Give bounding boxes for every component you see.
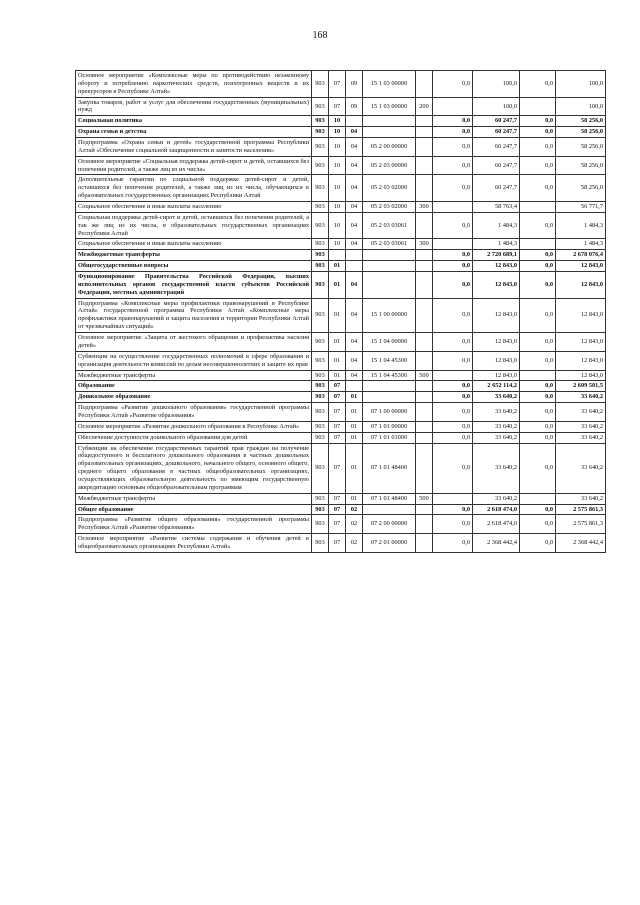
subsection-code-cell: 09 — [346, 97, 363, 116]
section-code-cell: 07 — [329, 432, 346, 443]
grbs-code-cell: 903 — [312, 421, 329, 432]
amount-2-cell: 33 640,2 — [473, 403, 520, 422]
grbs-code-cell: 903 — [312, 116, 329, 127]
row-name-cell: Общегосударственные вопросы — [76, 261, 312, 272]
row-name-cell: Дошкольное образование — [76, 392, 312, 403]
expense-type-cell: 300 — [416, 202, 433, 213]
amount-3-cell: 0,0 — [520, 138, 556, 157]
row-name-cell: Социальное обеспечение и иные выплаты населению — [76, 202, 312, 213]
budget-table — [75, 70, 606, 553]
amount-1-cell: 0,0 — [433, 504, 473, 515]
table-row — [76, 239, 606, 250]
amount-3-cell: 0,0 — [520, 432, 556, 443]
target-article-cell: 07 2 01 00000 — [363, 534, 416, 553]
table-row — [76, 403, 606, 422]
expense-type-cell — [416, 156, 433, 175]
row-name-cell: Межбюджетные трансферты — [76, 370, 312, 381]
target-article-cell — [363, 272, 416, 299]
expense-type-cell — [416, 504, 433, 515]
target-article-cell: 15 1 03 00000 — [363, 97, 416, 116]
grbs-code-cell: 903 — [312, 202, 329, 213]
amount-3-cell: 0,0 — [520, 333, 556, 352]
expense-type-cell — [416, 421, 433, 432]
grbs-code-cell: 903 — [312, 443, 329, 493]
amount-1-cell: 0,0 — [433, 272, 473, 299]
expense-type-cell — [416, 250, 433, 261]
subsection-code-cell: 04 — [346, 212, 363, 239]
amount-3-cell: 0,0 — [520, 504, 556, 515]
amount-1-cell: 0,0 — [433, 298, 473, 332]
amount-2-cell: 33 640,2 — [473, 421, 520, 432]
amount-4-cell: 100,0 — [556, 71, 606, 98]
amount-2-cell: 60 247,7 — [473, 138, 520, 157]
row-name-cell: Социальная политика — [76, 116, 312, 127]
subsection-code-cell: 02 — [346, 534, 363, 553]
subsection-code-cell: 04 — [346, 175, 363, 202]
section-code-cell: 01 — [329, 370, 346, 381]
amount-2-cell: 33 640,2 — [473, 432, 520, 443]
row-name-cell: Подпрограмма «Охрана семьи и детей» государственной программы Республики Алтай «Обеспечение социальной защищенности и занятости населения» — [76, 138, 312, 157]
grbs-code-cell: 903 — [312, 175, 329, 202]
section-code-cell: 01 — [329, 333, 346, 352]
amount-2-cell: 60 247,7 — [473, 116, 520, 127]
section-code-cell: 07 — [329, 443, 346, 493]
table-row — [76, 351, 606, 370]
grbs-code-cell: 903 — [312, 403, 329, 422]
target-article-cell — [363, 250, 416, 261]
amount-4-cell: 33 640,2 — [556, 421, 606, 432]
subsection-code-cell — [346, 116, 363, 127]
subsection-code-cell: 04 — [346, 351, 363, 370]
expense-type-cell — [416, 333, 433, 352]
row-name-cell: Дополнительные гарантии по социальной поддержке детей-сирот и детей, оставшихся без попечения родителей, а также лиц из их числа, обучающихся в образовательных государственных организациях Республики Алтай — [76, 175, 312, 202]
amount-4-cell: 2 609 501,5 — [556, 381, 606, 392]
row-name-cell: Основное мероприятие «Защита от жестокого обращения и профилактика насилия детей» — [76, 333, 312, 352]
amount-1-cell: 0,0 — [433, 351, 473, 370]
target-article-cell: 15 1 03 00000 — [363, 71, 416, 98]
section-code-cell: 07 — [329, 97, 346, 116]
amount-2-cell: 12 843,0 — [473, 370, 520, 381]
subsection-code-cell: 04 — [346, 333, 363, 352]
amount-1-cell: 0,0 — [433, 443, 473, 493]
table-row — [76, 432, 606, 443]
amount-1-cell: 0,0 — [433, 432, 473, 443]
amount-2-cell: 33 640,2 — [473, 392, 520, 403]
amount-2-cell: 2 652 114,2 — [473, 381, 520, 392]
section-code-cell: 07 — [329, 381, 346, 392]
row-name-cell: Функционирование Правительства Российской Федерации, высших исполнительных органов государственной власти субъектов Российской Федерации, местных администраций — [76, 272, 312, 299]
subsection-code-cell — [346, 381, 363, 392]
amount-3-cell: 0,0 — [520, 250, 556, 261]
expense-type-cell — [416, 403, 433, 422]
subsection-code-cell: 01 — [346, 443, 363, 493]
amount-2-cell: 12 843,0 — [473, 333, 520, 352]
target-article-cell: 07 1 01 01000 — [363, 432, 416, 443]
amount-4-cell: 58 256,0 — [556, 127, 606, 138]
section-code-cell: 07 — [329, 403, 346, 422]
amount-4-cell: 58 256,0 — [556, 175, 606, 202]
row-name-cell: Субвенции на осуществление государственных полномочий в сфере образования и организация деятельности комиссий по делам несовершеннолетних и защите их прав — [76, 351, 312, 370]
target-article-cell: 07 1 01 48400 — [363, 493, 416, 504]
amount-4-cell: 2 575 861,3 — [556, 504, 606, 515]
table-row — [76, 370, 606, 381]
row-name-cell: Подпрограмма «Комплексные меры профилактики правонарушений в Республике Алтай» государственной программы Республики Алтай «Комплексные меры профилактики правонарушений и защита населения и территории Республики Алтай от чрезвычайных ситуаций» — [76, 298, 312, 332]
amount-4-cell: 33 640,2 — [556, 403, 606, 422]
subsection-code-cell — [346, 261, 363, 272]
subsection-code-cell: 04 — [346, 156, 363, 175]
amount-1-cell — [433, 370, 473, 381]
amount-1-cell: 0,0 — [433, 381, 473, 392]
row-name-cell: Образование — [76, 381, 312, 392]
grbs-code-cell: 903 — [312, 261, 329, 272]
subsection-code-cell: 01 — [346, 493, 363, 504]
expense-type-cell — [416, 116, 433, 127]
amount-3-cell: 0,0 — [520, 272, 556, 299]
expense-type-cell — [416, 534, 433, 553]
subsection-code-cell: 02 — [346, 515, 363, 534]
section-code-cell: 10 — [329, 138, 346, 157]
target-article-cell — [363, 261, 416, 272]
amount-4-cell: 12 843,0 — [556, 261, 606, 272]
target-article-cell: 15 1 04 45300 — [363, 370, 416, 381]
grbs-code-cell: 903 — [312, 515, 329, 534]
subsection-code-cell: 01 — [346, 432, 363, 443]
amount-4-cell: 33 640,2 — [556, 443, 606, 493]
amount-1-cell: 0,0 — [433, 127, 473, 138]
row-name-cell: Обеспечение доступности дошкольного образования для детей — [76, 432, 312, 443]
target-article-cell: 05 2 03 03061 — [363, 239, 416, 250]
amount-4-cell: 58 256,0 — [556, 116, 606, 127]
target-article-cell: 07 2 00 00000 — [363, 515, 416, 534]
section-code-cell: 10 — [329, 175, 346, 202]
amount-2-cell: 12 843,0 — [473, 272, 520, 299]
grbs-code-cell: 903 — [312, 250, 329, 261]
section-code-cell: 07 — [329, 515, 346, 534]
expense-type-cell — [416, 261, 433, 272]
row-name-cell: Субвенции на обеспечение государственных гарантий прав граждан на получение общедоступного и бесплатного дошкольного образования в частных дошкольных образовательных организациях, дошкольного, начального общего, основного общего, среднего общего образования в частных общеобразовательных организациях, осуществляющих образовательную деятельность по имеющим государственную аккредитацию основным общеобразовательным программам — [76, 443, 312, 493]
section-code-cell: 10 — [329, 212, 346, 239]
table-row — [76, 381, 606, 392]
expense-type-cell — [416, 381, 433, 392]
expense-type-cell: 200 — [416, 97, 433, 116]
amount-2-cell: 12 843,0 — [473, 351, 520, 370]
grbs-code-cell: 903 — [312, 71, 329, 98]
target-article-cell — [363, 116, 416, 127]
section-code-cell: 10 — [329, 116, 346, 127]
amount-4-cell: 1 484,3 — [556, 212, 606, 239]
amount-3-cell — [520, 97, 556, 116]
table-row — [76, 156, 606, 175]
amount-1-cell: 0,0 — [433, 71, 473, 98]
expense-type-cell — [416, 212, 433, 239]
target-article-cell — [363, 504, 416, 515]
amount-4-cell: 12 843,0 — [556, 298, 606, 332]
target-article-cell: 05 2 03 02000 — [363, 202, 416, 213]
amount-3-cell: 0,0 — [520, 515, 556, 534]
amount-3-cell — [520, 493, 556, 504]
row-name-cell: Основное мероприятие «Развитие системы содержания и обучения детей в общеобразовательных организациях Республики Алтай» — [76, 534, 312, 553]
table-row — [76, 504, 606, 515]
table-row — [76, 515, 606, 534]
target-article-cell: 07 1 00 00000 — [363, 403, 416, 422]
amount-1-cell — [433, 493, 473, 504]
target-article-cell — [363, 392, 416, 403]
subsection-code-cell: 04 — [346, 239, 363, 250]
expense-type-cell — [416, 127, 433, 138]
amount-4-cell: 12 843,0 — [556, 333, 606, 352]
target-article-cell: 05 2 03 03061 — [363, 212, 416, 239]
amount-2-cell: 1 484,3 — [473, 239, 520, 250]
grbs-code-cell: 903 — [312, 298, 329, 332]
grbs-code-cell: 903 — [312, 351, 329, 370]
target-article-cell: 07 1 01 00000 — [363, 421, 416, 432]
amount-3-cell: 0,0 — [520, 116, 556, 127]
amount-2-cell: 33 640,2 — [473, 443, 520, 493]
section-code-cell: 07 — [329, 71, 346, 98]
table-row — [76, 127, 606, 138]
expense-type-cell — [416, 443, 433, 493]
target-article-cell: 05 2 03 02000 — [363, 175, 416, 202]
amount-3-cell: 0,0 — [520, 127, 556, 138]
section-code-cell: 01 — [329, 261, 346, 272]
amount-2-cell: 2 618 474,0 — [473, 515, 520, 534]
amount-1-cell: 0,0 — [433, 534, 473, 553]
amount-1-cell — [433, 202, 473, 213]
grbs-code-cell: 903 — [312, 156, 329, 175]
table-row — [76, 116, 606, 127]
amount-1-cell: 0,0 — [433, 515, 473, 534]
amount-1-cell: 0,0 — [433, 261, 473, 272]
amount-2-cell: 33 640,2 — [473, 493, 520, 504]
amount-3-cell: 0,0 — [520, 351, 556, 370]
amount-4-cell: 2 368 442,4 — [556, 534, 606, 553]
section-code-cell: 07 — [329, 504, 346, 515]
amount-3-cell: 0,0 — [520, 443, 556, 493]
target-article-cell: 05 2 00 00000 — [363, 138, 416, 157]
amount-2-cell: 1 484,3 — [473, 212, 520, 239]
amount-2-cell: 100,0 — [473, 71, 520, 98]
table-row — [76, 97, 606, 116]
amount-2-cell: 58 763,4 — [473, 202, 520, 213]
amount-2-cell: 60 247,7 — [473, 175, 520, 202]
row-name-cell: Закупка товаров, работ и услуг для обеспечения государственных (муниципальных) нужд — [76, 97, 312, 116]
grbs-code-cell: 903 — [312, 212, 329, 239]
grbs-code-cell: 903 — [312, 127, 329, 138]
amount-4-cell: 12 843,0 — [556, 370, 606, 381]
grbs-code-cell: 903 — [312, 370, 329, 381]
row-name-cell: Социальное обеспечение и иные выплаты населению — [76, 239, 312, 250]
subsection-code-cell: 01 — [346, 392, 363, 403]
amount-4-cell: 33 640,2 — [556, 493, 606, 504]
grbs-code-cell: 903 — [312, 493, 329, 504]
amount-3-cell: 0,0 — [520, 534, 556, 553]
row-name-cell: Подпрограмма «Развитие дошкольного образования» государственной программы Республики Алтай «Развитие образования» — [76, 403, 312, 422]
table-row — [76, 71, 606, 98]
table-row — [76, 261, 606, 272]
target-article-cell: 15 1 04 00000 — [363, 333, 416, 352]
table-row — [76, 392, 606, 403]
grbs-code-cell: 903 — [312, 239, 329, 250]
section-code-cell — [329, 250, 346, 261]
section-code-cell: 10 — [329, 239, 346, 250]
target-article-cell — [363, 127, 416, 138]
amount-2-cell: 2 618 474,0 — [473, 504, 520, 515]
grbs-code-cell: 903 — [312, 333, 329, 352]
row-name-cell: Межбюджетные трансферты — [76, 250, 312, 261]
amount-3-cell — [520, 202, 556, 213]
amount-4-cell: 33 640,2 — [556, 392, 606, 403]
amount-2-cell: 60 247,7 — [473, 156, 520, 175]
amount-1-cell: 0,0 — [433, 403, 473, 422]
section-code-cell: 01 — [329, 272, 346, 299]
amount-1-cell: 0,0 — [433, 156, 473, 175]
table-row — [76, 175, 606, 202]
grbs-code-cell: 903 — [312, 392, 329, 403]
table-row — [76, 443, 606, 493]
amount-3-cell: 0,0 — [520, 212, 556, 239]
expense-type-cell — [416, 138, 433, 157]
table-row — [76, 333, 606, 352]
amount-4-cell: 2 575 861,3 — [556, 515, 606, 534]
amount-4-cell: 12 843,0 — [556, 351, 606, 370]
amount-2-cell: 100,0 — [473, 97, 520, 116]
amount-3-cell: 0,0 — [520, 403, 556, 422]
grbs-code-cell: 903 — [312, 97, 329, 116]
subsection-code-cell: 04 — [346, 127, 363, 138]
amount-4-cell: 2 678 076,4 — [556, 250, 606, 261]
grbs-code-cell: 903 — [312, 138, 329, 157]
subsection-code-cell: 01 — [346, 403, 363, 422]
table-row — [76, 493, 606, 504]
amount-2-cell: 2 368 442,4 — [473, 534, 520, 553]
row-name-cell: Межбюджетные трансферты — [76, 493, 312, 504]
table-row — [76, 250, 606, 261]
subsection-code-cell: 04 — [346, 202, 363, 213]
expense-type-cell — [416, 272, 433, 299]
amount-3-cell: 0,0 — [520, 392, 556, 403]
section-code-cell: 07 — [329, 493, 346, 504]
expense-type-cell — [416, 351, 433, 370]
amount-2-cell: 2 720 689,1 — [473, 250, 520, 261]
expense-type-cell — [416, 175, 433, 202]
grbs-code-cell: 903 — [312, 272, 329, 299]
amount-3-cell — [520, 370, 556, 381]
expense-type-cell: 500 — [416, 370, 433, 381]
amount-3-cell: 0,0 — [520, 381, 556, 392]
target-article-cell: 15 1 00 00000 — [363, 298, 416, 332]
section-code-cell: 10 — [329, 127, 346, 138]
amount-4-cell: 100,0 — [556, 97, 606, 116]
section-code-cell: 10 — [329, 202, 346, 213]
amount-1-cell: 0,0 — [433, 138, 473, 157]
amount-3-cell — [520, 239, 556, 250]
target-article-cell: 05 2 03 00000 — [363, 156, 416, 175]
row-name-cell: Охрана семьи и детства — [76, 127, 312, 138]
amount-1-cell: 0,0 — [433, 175, 473, 202]
subsection-code-cell: 04 — [346, 272, 363, 299]
target-article-cell: 15 1 04 45300 — [363, 351, 416, 370]
amount-3-cell: 0,0 — [520, 156, 556, 175]
row-name-cell: Основное мероприятие «Комплексные меры по противодействию незаконному обороту и потреблению наркотических средств, психотропных веществ и их прекурсоров в Республике Алтай» — [76, 71, 312, 98]
grbs-code-cell: 903 — [312, 534, 329, 553]
section-code-cell: 07 — [329, 421, 346, 432]
table-row — [76, 534, 606, 553]
section-code-cell: 10 — [329, 156, 346, 175]
amount-1-cell: 0,0 — [433, 421, 473, 432]
subsection-code-cell: 04 — [346, 370, 363, 381]
target-article-cell: 07 1 01 48400 — [363, 443, 416, 493]
subsection-code-cell: 01 — [346, 421, 363, 432]
amount-1-cell: 0,0 — [433, 116, 473, 127]
section-code-cell: 01 — [329, 298, 346, 332]
row-name-cell: Основное мероприятие «Социальная поддержка детей-сирот и детей, оставшихся без попечения родителей, а также лиц из их числа» — [76, 156, 312, 175]
amount-1-cell: 0,0 — [433, 250, 473, 261]
row-name-cell: Подпрограмма «Развитие общего образования» государственной программы Республики Алтай «Развитие образования» — [76, 515, 312, 534]
grbs-code-cell: 903 — [312, 432, 329, 443]
amount-3-cell: 0,0 — [520, 175, 556, 202]
section-code-cell: 07 — [329, 534, 346, 553]
amount-4-cell: 1 484,3 — [556, 239, 606, 250]
amount-1-cell: 0,0 — [433, 392, 473, 403]
amount-1-cell: 0,0 — [433, 212, 473, 239]
amount-4-cell: 33 640,2 — [556, 432, 606, 443]
row-name-cell: Социальная поддержка детей-сирот и детей, оставшихся без попечения родителей, а так же лиц из их числа, в образовательных государственных организациях Республики Алтай — [76, 212, 312, 239]
table-row — [76, 421, 606, 432]
amount-3-cell: 0,0 — [520, 71, 556, 98]
table-row — [76, 272, 606, 299]
amount-1-cell — [433, 97, 473, 116]
subsection-code-cell: 02 — [346, 504, 363, 515]
expense-type-cell — [416, 432, 433, 443]
amount-4-cell: 58 256,0 — [556, 138, 606, 157]
expense-type-cell — [416, 71, 433, 98]
subsection-code-cell: 04 — [346, 298, 363, 332]
table-row — [76, 202, 606, 213]
amount-2-cell: 60 247,7 — [473, 127, 520, 138]
expense-type-cell: 300 — [416, 239, 433, 250]
subsection-code-cell: 04 — [346, 138, 363, 157]
grbs-code-cell: 903 — [312, 381, 329, 392]
amount-4-cell: 12 843,0 — [556, 272, 606, 299]
expense-type-cell — [416, 515, 433, 534]
table-row — [76, 212, 606, 239]
expense-type-cell: 500 — [416, 493, 433, 504]
row-name-cell: Основное мероприятие «Развитие дошкольного образования в Республике Алтай» — [76, 421, 312, 432]
amount-3-cell: 0,0 — [520, 261, 556, 272]
page-number: 168 — [312, 30, 328, 41]
amount-3-cell: 0,0 — [520, 298, 556, 332]
subsection-code-cell: 09 — [346, 71, 363, 98]
table-row — [76, 138, 606, 157]
amount-3-cell: 0,0 — [520, 421, 556, 432]
amount-4-cell: 56 771,7 — [556, 202, 606, 213]
grbs-code-cell: 903 — [312, 504, 329, 515]
subsection-code-cell — [346, 250, 363, 261]
amount-2-cell: 12 843,0 — [473, 298, 520, 332]
amount-4-cell: 58 256,0 — [556, 156, 606, 175]
section-code-cell: 07 — [329, 392, 346, 403]
amount-2-cell: 12 843,0 — [473, 261, 520, 272]
expense-type-cell — [416, 298, 433, 332]
table-row — [76, 298, 606, 332]
target-article-cell — [363, 381, 416, 392]
amount-1-cell — [433, 239, 473, 250]
section-code-cell: 01 — [329, 351, 346, 370]
expense-type-cell — [416, 392, 433, 403]
amount-1-cell: 0,0 — [433, 333, 473, 352]
row-name-cell: Общее образование — [76, 504, 312, 515]
